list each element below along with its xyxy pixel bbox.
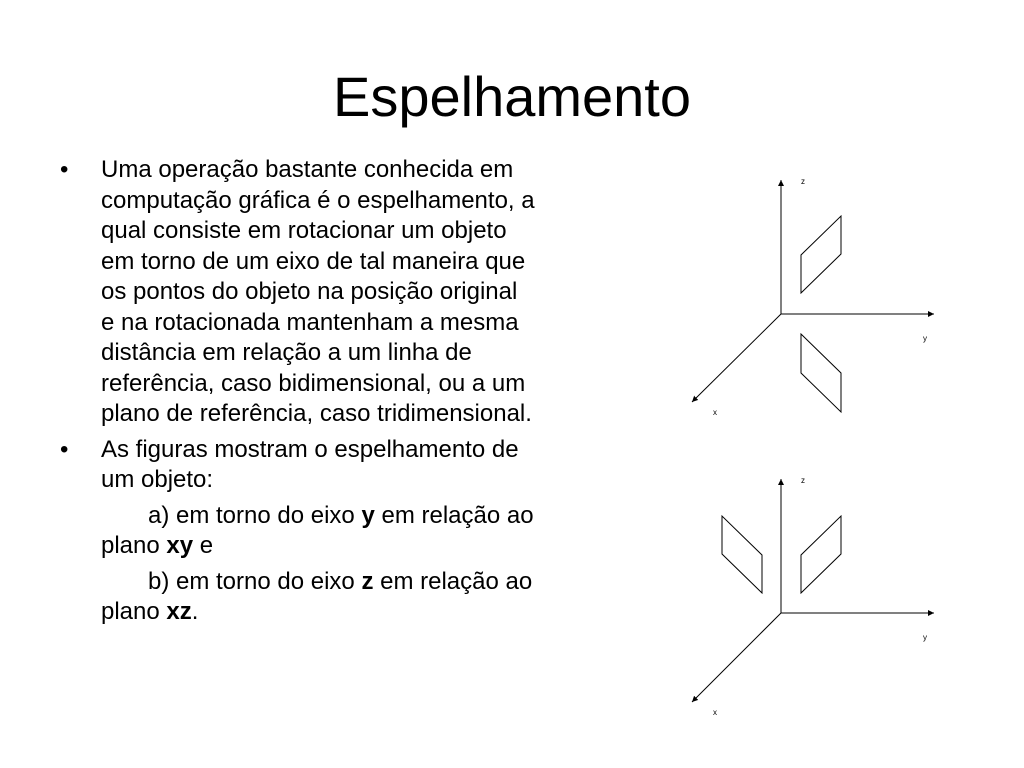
object-parallelogram-original <box>801 216 841 293</box>
subitem-text: e <box>193 532 214 559</box>
subitem-text: plano <box>101 598 167 625</box>
object-parallelogram-original <box>801 516 841 593</box>
bullet-line: qual consiste em rotacionar um objeto <box>101 217 507 244</box>
x-axis-label: x <box>713 708 717 717</box>
x-axis-label: x <box>713 408 717 417</box>
x-axis-line <box>692 613 781 702</box>
subitem-text: . <box>191 598 199 625</box>
subitem-b <box>60 567 630 628</box>
bullet-line: Uma operação bastante conhecida em <box>101 156 514 183</box>
object-parallelogram-mirrored <box>722 516 762 593</box>
subitem-axis: z <box>361 567 374 595</box>
y-axis-label: y <box>923 633 927 642</box>
subitem-text: plano <box>101 532 167 559</box>
bullet-line: e na rotacionada mantenham a mesma <box>101 308 519 336</box>
subitem-plane: xz <box>166 598 192 625</box>
subitem-plane: xy <box>166 532 194 559</box>
z-axis-label: z <box>801 177 805 186</box>
bullet-list <box>60 155 630 633</box>
subitem-a <box>60 501 630 562</box>
bullet-line: os pontos do objeto na posição original <box>101 278 518 305</box>
axes-diagram-2 <box>680 470 945 725</box>
slide-title: Espelhamento <box>332 65 691 128</box>
subitem-text: a) em torno do eixo <box>148 501 362 529</box>
figure-mirror-z <box>680 470 945 725</box>
bullet-item-figures <box>60 435 630 496</box>
z-axis-label: z <box>801 476 805 485</box>
subitem-axis: y <box>361 501 375 529</box>
bullet-line: plano de referência, caso tridimensional. <box>101 400 532 427</box>
bullet-line: computação gráfica é o espelhamento, a <box>101 186 535 214</box>
bullet-line: distância em relação a um linha de <box>101 339 472 366</box>
bullet-mark: • <box>60 156 69 183</box>
y-axis-label: y <box>923 334 927 343</box>
axes-diagram-1 <box>680 170 945 425</box>
bullet-line: um objeto: <box>101 466 214 493</box>
bullet-line: referência, caso bidimensional, ou a um <box>101 369 526 397</box>
subitem-text: b) em torno do eixo <box>148 567 362 595</box>
bullet-item-definition <box>60 155 630 430</box>
bullet-line: As figuras mostram o espelhamento de <box>101 435 519 463</box>
bullet-mark: • <box>60 435 69 463</box>
x-axis-line <box>692 314 781 402</box>
subitem-text: em relação ao <box>373 567 533 595</box>
figure-mirror-y <box>680 170 945 425</box>
subitem-text: em relação ao <box>374 501 534 529</box>
bullet-line: em torno de um eixo de tal maneira que <box>101 247 526 275</box>
object-parallelogram-mirrored <box>801 334 841 412</box>
